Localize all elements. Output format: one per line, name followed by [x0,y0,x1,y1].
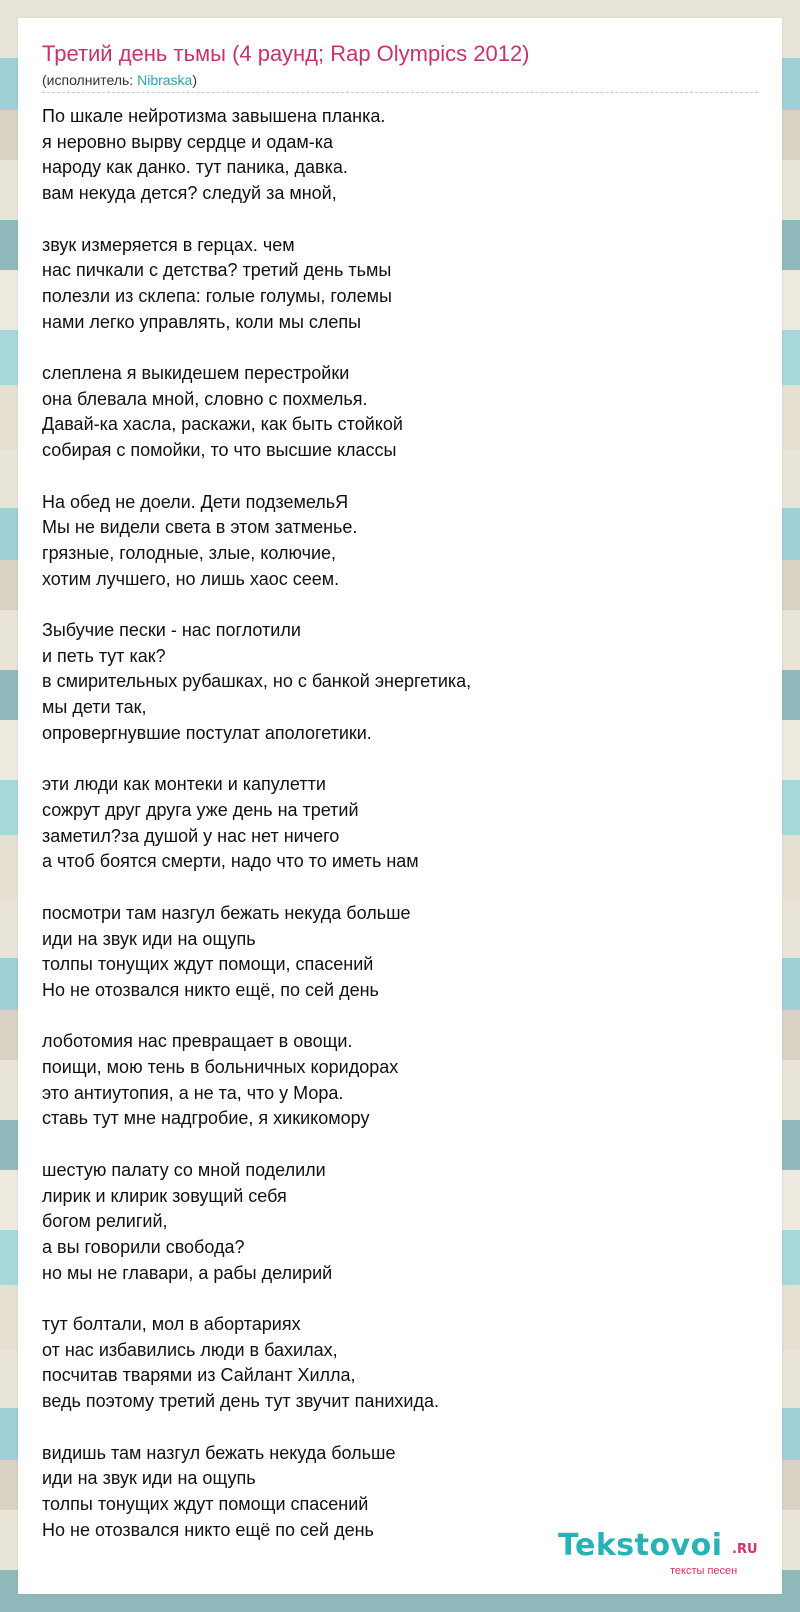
logo-wordmark: Tekstovoi [558,1528,723,1563]
artist-prefix: (исполнитель: [42,72,138,88]
artist-suffix: ) [192,72,198,88]
lyrics-card [18,18,782,1594]
logo-tld: .RU [732,1542,758,1557]
artist-line [42,72,197,88]
lyrics-text: По шкале нейротизма завышена планка. я неровно вырву сердце и одам-ка народу как данко. тут паника, давка. вам некуда дется? следуй за мной, звук измеряется в герцах. чем нас пичкали с детства? третий день тьмы полезли из склепа: голые голумы, големы нами легко управлять, коли мы слепы слеплена я выкидешем перестройки она блевала мной, словно с похмелья. Давай-ка хасла, раскажи, как быть стойкой собирая с помойки, то что высшие классы На обед не доели. Дети подземельЯ Мы не видели света в этом затменье. грязные, голодные, злые, колючие, хотим лучшего, но лишь хаос сеем. Зыбучие пески - нас поглотили и петь тут как? в смирительных рубашках, но с банкой энергетика, мы дети так, опровергнувшие постулат апологетики. эти люди как монтеки и капулетти сожрут друг друга уже день на третий заметил?за душой у нас нет ничего а чтоб боятся смерти, надо что то иметь нам посмотри там назгул бежать некуда больше иди на звук иди на ощупь толпы тонущих ждут помощи, спасений Но не отозвался никто ещё, по сей день лоботомия нас превращает в овощи. поищи, мою тень в больничных коридорах это антиутопия, а не та, что у Мора. ставь тут мне надгробие, я хикикомору шестую палату со мной поделили лирик и клирик зовущий себя богом религий, а вы говорили свобода? но мы не главари, а рабы делирий тут болтали, мол в абортариях от нас избавились люди в бахилах, посчитав тварями из Сайлант Хилла, ведь поэтому третий день тут звучит панихида. видишь там назгул бежать некуда больше иди на звук иди на ощупь толпы тонущих ждут помощи спасений Но не отозвался никто ещё по сей день [42,106,472,1540]
logo-tagline: тексты песен [670,1565,738,1577]
site-logo[interactable] [558,1528,758,1580]
artist-link[interactable]: Nibraska [137,72,193,88]
song-title: Третий день тьмы (4 раунд; Rap Olympics 2012) [42,41,530,66]
title-divider [42,92,758,93]
